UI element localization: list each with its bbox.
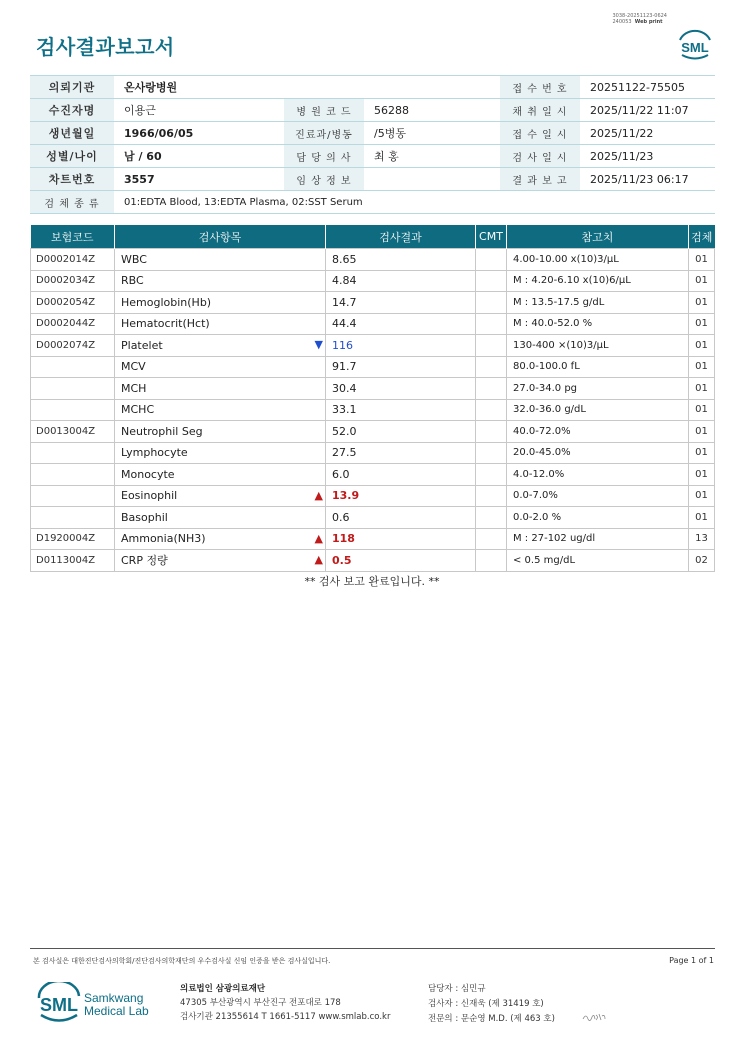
test-result-cell: 27.5 — [326, 442, 476, 464]
department-value: /5병동 — [364, 122, 500, 145]
report-time-value: 2025/11/23 06:17 — [580, 168, 715, 191]
specimen-code-cell: 01 — [689, 356, 715, 378]
info-row — [30, 191, 715, 214]
doctor-value: 최 홍 — [364, 145, 500, 168]
reference-range-cell: M : 13.5-17.5 g/dL — [507, 292, 689, 314]
specimen-code-cell: 13 — [689, 528, 715, 550]
test-name-text: WBC — [121, 252, 147, 266]
cmt-cell — [476, 335, 507, 357]
info-label: 생년월일 — [30, 122, 114, 145]
insurance-code-cell: D0002074Z — [31, 335, 115, 357]
cmt-cell — [476, 399, 507, 421]
test-name-cell — [115, 421, 326, 443]
result-row — [31, 550, 715, 572]
cmt-cell — [476, 270, 507, 292]
specimen-code-cell: 02 — [689, 550, 715, 572]
specimen-code-cell: 01 — [689, 442, 715, 464]
insurance-code-cell: D0002054Z — [31, 292, 115, 314]
high-flag-icon: ▲ — [314, 553, 323, 566]
test-name-text: MCHC — [121, 403, 155, 417]
receipt-date-value: 2025/11/22 — [580, 122, 715, 145]
header-test-item: 검사항목 — [115, 225, 326, 249]
birthdate-value: 1966/06/05 — [114, 122, 284, 145]
test-name-cell — [115, 292, 326, 314]
organization-info — [180, 982, 390, 1024]
test-result-cell: 14.7 — [326, 292, 476, 314]
specimen-code-cell: 01 — [689, 249, 715, 271]
cmt-cell — [476, 249, 507, 271]
info-label: 검 체 종 류 — [30, 191, 114, 214]
insurance-code-cell — [31, 507, 115, 529]
clinical-info-value — [364, 168, 500, 191]
info-label: 접 수 일 시 — [500, 122, 580, 145]
insurance-code-cell: D0002034Z — [31, 270, 115, 292]
test-name-cell — [115, 528, 326, 550]
info-row — [30, 76, 715, 99]
report-title: 검사결과보고서 — [36, 35, 175, 59]
test-name-cell — [115, 378, 326, 400]
cmt-cell — [476, 507, 507, 529]
hospital-code-value: 56288 — [364, 99, 500, 122]
reference-range-cell: 4.0-12.0% — [507, 464, 689, 486]
test-name-text: Eosinophil — [121, 489, 178, 503]
staff-tester: 검사자 : 신재욱 (제 31419 호) — [428, 999, 544, 1009]
reference-range-cell: M : 4.20-6.10 x(10)6/μL — [507, 270, 689, 292]
info-label: 수진자명 — [30, 99, 114, 122]
reference-range-cell: 0.0-7.0% — [507, 485, 689, 507]
patient-info-table — [30, 75, 715, 214]
test-name-text: Basophil — [121, 510, 168, 524]
result-row — [31, 507, 715, 529]
insurance-code-cell: D0002044Z — [31, 313, 115, 335]
sml-logo-icon — [676, 26, 714, 62]
test-result-cell: 118 — [326, 528, 476, 550]
reference-range-cell: 4.00-10.00 x(10)3/μL — [507, 249, 689, 271]
staff-info — [428, 982, 555, 1027]
reference-range-cell: 0.0-2.0 % — [507, 507, 689, 529]
test-result-cell: 13.9 — [326, 485, 476, 507]
samkwang-logo-icon — [36, 982, 168, 1024]
reference-range-cell: M : 27-102 ug/dl — [507, 528, 689, 550]
reference-range-cell: M : 40.0-52.0 % — [507, 313, 689, 335]
result-row — [31, 485, 715, 507]
insurance-code-cell — [31, 399, 115, 421]
reference-range-cell: 27.0-34.0 pg — [507, 378, 689, 400]
info-label: 검 사 일 시 — [500, 145, 580, 168]
cmt-cell — [476, 528, 507, 550]
reference-range-cell: 130-400 ×(10)3/μL — [507, 335, 689, 357]
test-name-text: Platelet — [121, 338, 163, 352]
info-label: 임 상 정 보 — [284, 168, 364, 191]
insurance-code-cell — [31, 442, 115, 464]
test-result-cell: 30.4 — [326, 378, 476, 400]
header-insurance-code: 보험코드 — [31, 225, 115, 249]
reference-range-cell: < 0.5 mg/dL — [507, 550, 689, 572]
test-result-cell: 52.0 — [326, 421, 476, 443]
test-result-cell: 4.84 — [326, 270, 476, 292]
info-label: 결 과 보 고 — [500, 168, 580, 191]
test-name-cell — [115, 442, 326, 464]
test-result-cell: 0.6 — [326, 507, 476, 529]
client-value: 온사랑병원 — [114, 76, 284, 99]
test-name-cell — [115, 550, 326, 572]
reference-range-cell: 80.0-100.0 fL — [507, 356, 689, 378]
test-name-text: Ammonia(NH3) — [121, 532, 206, 546]
reference-range-cell: 32.0-36.0 g/dL — [507, 399, 689, 421]
print-info — [612, 13, 667, 25]
info-label: 접 수 번 호 — [500, 76, 580, 99]
info-label: 담 당 의 사 — [284, 145, 364, 168]
test-name-cell — [115, 464, 326, 486]
info-row — [30, 122, 715, 145]
test-name-cell — [115, 507, 326, 529]
certification-text: 본 검사실은 대한진단검사의학회/진단검사의학재단의 우수검사실 신임 인증을 받은 검사실입니다. — [33, 957, 331, 965]
test-result-cell: 44.4 — [326, 313, 476, 335]
info-label: 차트번호 — [30, 168, 114, 191]
specimen-code-cell: 01 — [689, 270, 715, 292]
cmt-cell — [476, 550, 507, 572]
result-row — [31, 378, 715, 400]
test-name-cell — [115, 485, 326, 507]
info-row — [30, 168, 715, 191]
test-name-cell — [115, 356, 326, 378]
test-name-text: Hematocrit(Hct) — [121, 317, 210, 331]
specimen-code-cell: 01 — [689, 335, 715, 357]
top-logo-text: SML — [681, 40, 709, 55]
chart-number-value: 3557 — [114, 168, 284, 191]
insurance-code-cell: D1920004Z — [31, 528, 115, 550]
staff-specialist: 전문의 : 문순영 M.D. (제 463 호) — [428, 1014, 555, 1024]
specimen-code-cell: 01 — [689, 399, 715, 421]
collection-time-value: 2025/11/22 11:07 — [580, 99, 715, 122]
info-label: 병 원 코 드 — [284, 99, 364, 122]
test-name-cell — [115, 270, 326, 292]
test-name-cell — [115, 399, 326, 421]
result-row — [31, 421, 715, 443]
specimen-code-cell: 01 — [689, 421, 715, 443]
test-result-cell: 116 — [326, 335, 476, 357]
result-row — [31, 528, 715, 550]
result-row — [31, 335, 715, 357]
insurance-code-cell — [31, 485, 115, 507]
specimen-code-cell: 01 — [689, 485, 715, 507]
patient-name-value: 이용근 — [114, 99, 284, 122]
cmt-cell — [476, 378, 507, 400]
test-date-value: 2025/11/23 — [580, 145, 715, 168]
org-name: 의료법인 삼광의료재단 — [180, 984, 266, 994]
cmt-cell — [476, 464, 507, 486]
test-result-cell: 91.7 — [326, 356, 476, 378]
test-name-text: CRP 정량 — [121, 554, 168, 568]
sex-age-value: 남 / 60 — [114, 145, 284, 168]
test-result-cell: 6.0 — [326, 464, 476, 486]
result-row — [31, 292, 715, 314]
test-name-cell — [115, 335, 326, 357]
info-row — [30, 99, 715, 122]
header-specimen: 검체 — [689, 225, 715, 249]
cmt-cell — [476, 356, 507, 378]
info-label: 의뢰기관 — [30, 76, 114, 99]
specimen-code-cell: 01 — [689, 292, 715, 314]
test-result-cell: 8.65 — [326, 249, 476, 271]
test-name-cell — [115, 313, 326, 335]
test-name-text: Monocyte — [121, 467, 175, 481]
reference-range-cell: 40.0-72.0% — [507, 421, 689, 443]
signature-icon — [581, 1011, 607, 1023]
info-label: 진료과/병동 — [284, 122, 364, 145]
test-name-text: MCV — [121, 360, 146, 374]
cmt-cell — [476, 292, 507, 314]
result-row — [31, 399, 715, 421]
header-cmt: CMT — [476, 225, 507, 249]
result-row — [31, 442, 715, 464]
receipt-number-value: 20251122-75505 — [580, 76, 715, 99]
report-complete-notice: ** 검사 보고 완료입니다. ** — [304, 575, 440, 588]
result-row — [31, 356, 715, 378]
org-address: 47305 부산광역시 부산진구 전포대로 178 — [180, 998, 341, 1008]
insurance-code-cell — [31, 378, 115, 400]
test-name-cell — [115, 249, 326, 271]
specimen-code-cell: 01 — [689, 464, 715, 486]
header-reference: 참고치 — [507, 225, 689, 249]
info-label: 성별/나이 — [30, 145, 114, 168]
test-result-cell: 33.1 — [326, 399, 476, 421]
test-name-text: MCH — [121, 381, 147, 395]
page-number: Page 1 of 1 — [669, 956, 714, 965]
logo-name-line1: Samkwang — [84, 991, 144, 1005]
result-row — [31, 313, 715, 335]
high-flag-icon: ▲ — [314, 531, 323, 545]
print-mode: Web print — [634, 19, 663, 25]
result-row — [31, 270, 715, 292]
logo-name-line2: Medical Lab — [84, 1004, 149, 1018]
results-table — [30, 225, 715, 572]
insurance-code-cell — [31, 464, 115, 486]
test-name-text: Neutrophil Seg — [121, 424, 203, 438]
result-row — [31, 464, 715, 486]
results-header-row — [31, 225, 715, 249]
insurance-code-cell: D0002014Z — [31, 249, 115, 271]
print-id-line2: 240053 — [612, 19, 632, 25]
test-name-text: RBC — [121, 274, 144, 288]
footer-divider — [30, 948, 715, 949]
result-row — [31, 249, 715, 271]
cmt-cell — [476, 313, 507, 335]
insurance-code-cell: D0013004Z — [31, 421, 115, 443]
low-flag-icon: ▼ — [314, 338, 323, 351]
cmt-cell — [476, 442, 507, 464]
high-flag-icon: ▲ — [314, 488, 323, 502]
test-name-text: Hemoglobin(Hb) — [121, 295, 212, 309]
footer-logo-text: SML — [40, 995, 78, 1015]
specimen-code-cell: 01 — [689, 507, 715, 529]
test-result-cell: 0.5 — [326, 550, 476, 572]
test-name-text: Lymphocyte — [121, 446, 188, 460]
staff-manager: 담당자 : 심민규 — [428, 984, 486, 994]
reference-range-cell: 20.0-45.0% — [507, 442, 689, 464]
specimen-code-cell: 01 — [689, 313, 715, 335]
info-row — [30, 145, 715, 168]
insurance-code-cell: D0113004Z — [31, 550, 115, 572]
specimen-types-value: 01:EDTA Blood, 13:EDTA Plasma, 02:SST Serum — [114, 191, 715, 214]
specimen-code-cell: 01 — [689, 378, 715, 400]
cmt-cell — [476, 485, 507, 507]
header-test-result: 검사결과 — [326, 225, 476, 249]
print-id-line1: 3038-20251123-0624 — [612, 13, 667, 19]
org-contact: 검사기관 21355614 T 1661-5117 www.smlab.co.kr — [180, 1012, 391, 1022]
insurance-code-cell — [31, 356, 115, 378]
info-label: 채 취 일 시 — [500, 99, 580, 122]
cmt-cell — [476, 421, 507, 443]
